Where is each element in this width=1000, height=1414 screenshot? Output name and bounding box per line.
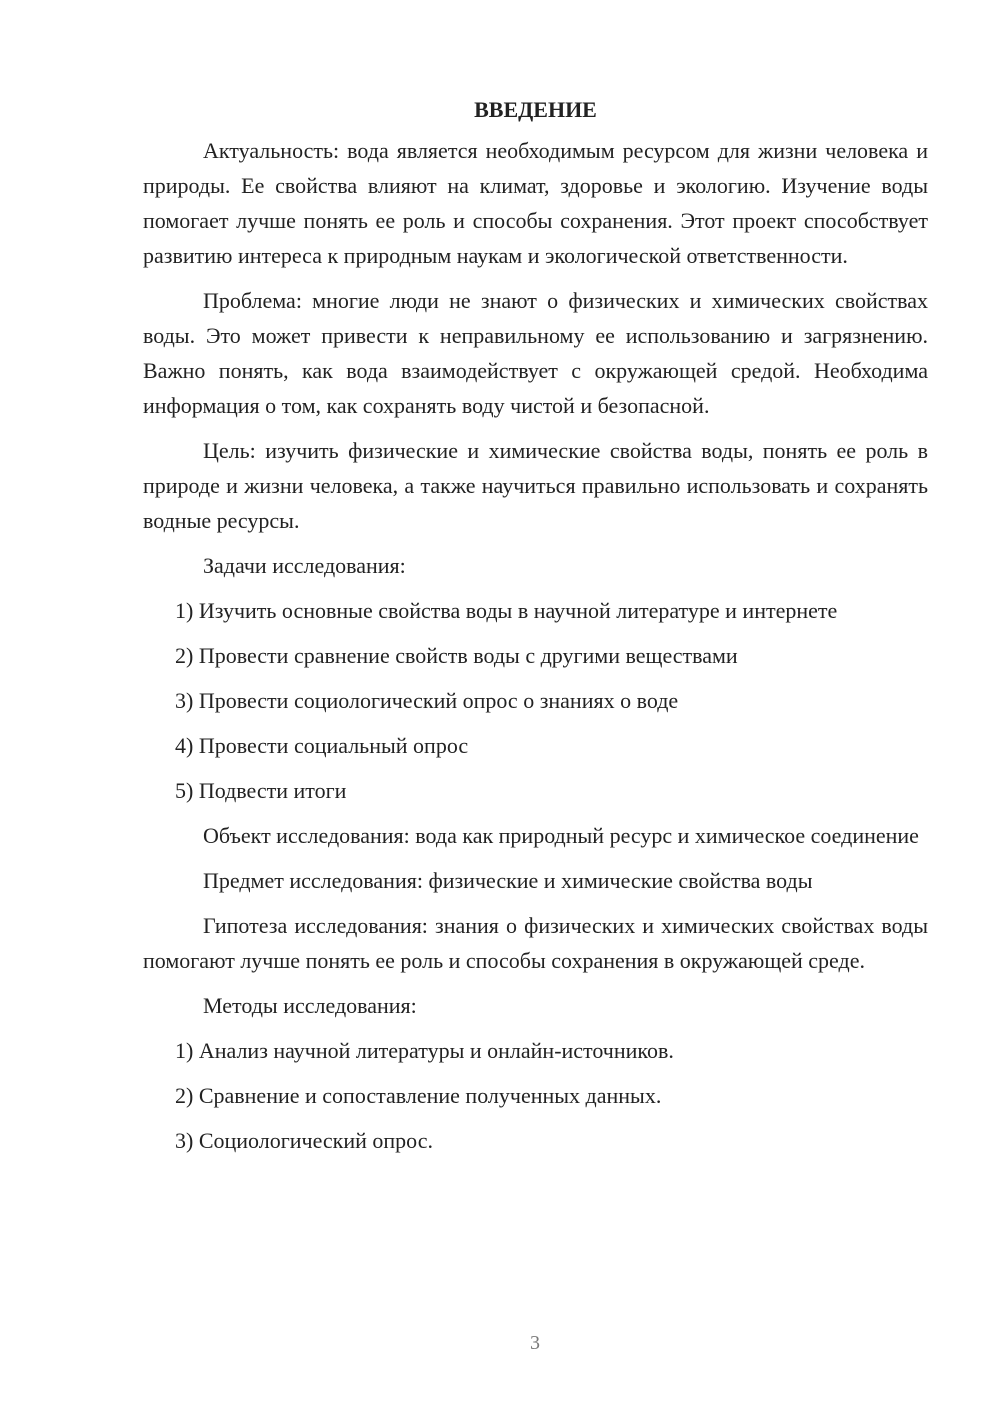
relevance-paragraph: Актуальность: вода является необходимым ресурсом для жизни человека и природы. Ее свойства влияют на климат, здоровье и экологию. Изучение воды помогает лучше понять ее роль и способы сохранения. Этот проект способствует развитию интереса к природным наукам и экологической ответственности. — [143, 138, 928, 268]
goal-paragraph: Цель: изучить физические и химические свойства воды, понять ее роль в природе и жизни человека, а также научиться правильно использовать и сохранять водные ресурсы. — [143, 438, 928, 533]
list-item: 1) Анализ научной литературы и онлайн-источников. — [175, 1038, 674, 1063]
hypothesis-paragraph: Гипотеза исследования: знания о физических и химических свойствах воды помогают лучше понять ее роль и способы сохранения в окружающей среде. — [143, 913, 928, 973]
list-item: 3) Провести социологический опрос о знаниях о воде — [175, 688, 679, 713]
page-title: ВВЕДЕНИЕ — [474, 97, 597, 122]
object-paragraph: Объект исследования: вода как природный ресурс и химическое соединение — [203, 823, 919, 848]
list-item: 5) Подвести итоги — [175, 778, 347, 803]
list-item: 2) Провести сравнение свойств воды с другими веществами — [175, 643, 738, 668]
methods-list — [143, 1033, 928, 1158]
list-item: 2) Сравнение и сопоставление полученных данных. — [175, 1083, 662, 1108]
subject-paragraph: Предмет исследования: физические и химические свойства воды — [203, 868, 813, 893]
problem-paragraph: Проблема: многие люди не знают о физических и химических свойствах воды. Это может привести к неправильному ее использованию и загрязнению. Важно понять, как вода взаимодействует с окружающей средой. Необходима информация о том, как сохранять воду чистой и безопасной. — [143, 288, 928, 418]
page-number: 3 — [530, 1332, 540, 1354]
list-item: 3) Социологический опрос. — [175, 1128, 433, 1153]
methods-heading: Методы исследования: — [203, 993, 417, 1018]
document-page — [143, 92, 928, 1168]
list-item: 1) Изучить основные свойства воды в научной литературе и интернете — [175, 598, 838, 623]
list-item: 4) Провести социальный опрос — [175, 733, 469, 758]
tasks-list — [143, 593, 928, 808]
tasks-heading: Задачи исследования: — [203, 553, 406, 578]
